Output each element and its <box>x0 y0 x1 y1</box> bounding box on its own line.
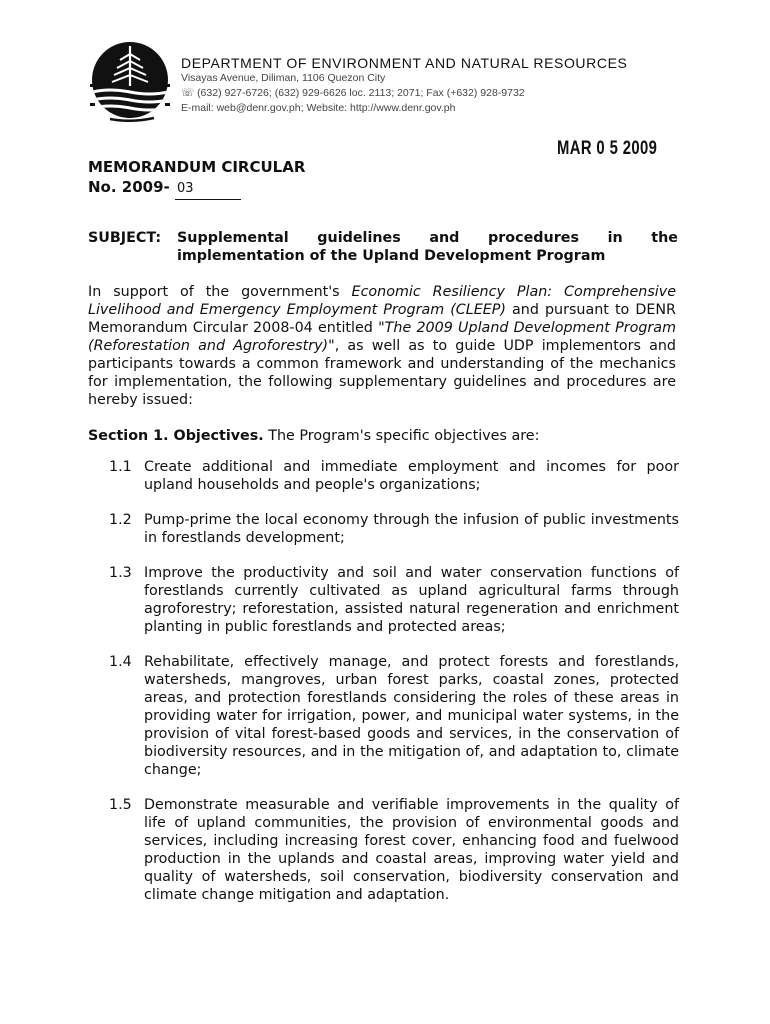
org-phones <box>181 86 701 101</box>
list-item-number: 1.3 <box>109 565 132 581</box>
memo-header <box>88 157 305 200</box>
list-item <box>109 653 679 779</box>
org-address: Visayas Avenue, Diliman, 1106 Quezon City <box>181 72 386 84</box>
objectives-list <box>109 458 679 921</box>
list-item <box>109 511 679 547</box>
memo-number <box>88 177 305 200</box>
list-item <box>109 458 679 494</box>
list-item <box>109 564 679 636</box>
memo-title: MEMORANDUM CIRCULAR <box>88 158 306 176</box>
letterhead <box>181 55 701 116</box>
list-item-number: 1.5 <box>109 797 132 813</box>
list-item-text: Improve the productivity and soil and water conservation functions of forestlands currently cultivated as upland agricultural farms through agroforestry; reforestation, assisted natural regeneration and enrichment planting in public forestlands and protected areas; <box>144 565 679 635</box>
intro-paragraph <box>88 283 676 409</box>
list-item <box>109 796 679 904</box>
phone-icon: ☏ <box>181 87 198 99</box>
list-item-number: 1.1 <box>109 459 132 475</box>
intro-italic-2: "The 2009 Upland Development Program (Reforestation and Agroforestry)" <box>88 320 676 354</box>
section-title: Section 1. Objectives. <box>88 428 264 444</box>
org-name: DEPARTMENT OF ENVIRONMENT AND NATURAL RESOURCES <box>181 55 628 71</box>
date-stamp: MAR 0 5 2009 <box>557 138 658 159</box>
org-web: E-mail: web@denr.gov.ph; Website: http://www.denr.gov.ph <box>181 102 456 114</box>
list-item-text: Rehabilitate, effectively manage, and protect forests and forestlands, watersheds, mangroves, urban forest parks, coastal zones, protected areas, and protection forestlands considering the roles of these areas in providing water for irrigation, power, and municipal water systems, in the provision of vital forest-based goods and services, in the conservation of biodiversity resources, and in the mitigation of, and adaptation to, climate change; <box>144 654 679 778</box>
section-heading <box>88 427 678 445</box>
memo-number-value: 03 <box>175 179 241 200</box>
list-item-number: 1.4 <box>109 654 132 670</box>
denr-seal-icon <box>90 40 170 122</box>
intro-text-3: , as well as to guide UDP implementors and participants towards a common framework and understanding of the mechanics for implementation, the following supplementary guidelines and procedures are hereby issued: <box>88 338 676 408</box>
list-item-text: Create additional and immediate employment and incomes for poor upland households and people's organizations; <box>144 459 679 493</box>
org-phones-text: (632) 927-6726; (632) 929-6626 loc. 2113; 2071; Fax (+632) 928-9732 <box>197 87 525 99</box>
intro-text-2: and pursuant to DENR Memorandum Circular 2008-04 entitled <box>88 302 676 336</box>
list-item-text: Demonstrate measurable and verifiable improvements in the quality of life of upland communities, the provision of environmental goods and services, including increasing forest cover, enhancing food and fuelwood production in the uplands and coastal areas, improving water yield and quality of watersheds, soil conservation, biodiversity conservation and climate change mitigation and adaptation. <box>144 797 679 903</box>
subject-text: Supplemental guidelines and procedures in the implementation of the Upland Development Program <box>177 230 678 264</box>
list-item-text: Pump-prime the local economy through the infusion of public investments in forestlands development; <box>144 512 679 546</box>
intro-text-1: In support of the government's <box>88 284 352 300</box>
intro-italic-1: Economic Resiliency Plan: Comprehensive Livelihood and Emergency Employment Program (CLEEP) <box>88 284 676 318</box>
subject-label: SUBJECT: <box>88 230 162 246</box>
list-item-number: 1.2 <box>109 512 132 528</box>
memo-number-label: No. 2009- <box>88 178 170 196</box>
section-text: The Program's specific objectives are: <box>263 428 540 444</box>
subject <box>88 229 678 265</box>
